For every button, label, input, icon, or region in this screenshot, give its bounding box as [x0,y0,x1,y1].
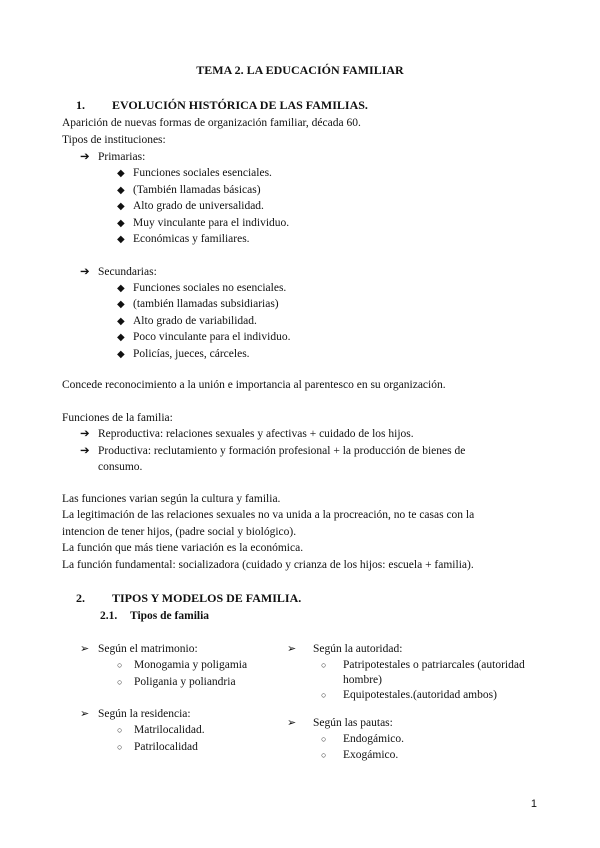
arrow-icon: ➔ [80,428,90,440]
list-item-text: Alto grado de universalidad. [133,200,264,212]
list-item-text: Endogámico. [343,733,404,745]
diamond-bullet-icon: ◆ [117,349,125,360]
subsection-heading [100,608,209,625]
circle-bullet-icon: ○ [117,660,123,670]
list-item-text: Monogamia y poligamia [134,659,248,671]
paragraph: intencion de tener hijos, (padre social y biológico). [62,526,297,538]
circle-bullet-icon: ○ [321,690,327,700]
list-item-continuation: hombre) [343,674,382,686]
list-item [80,641,198,658]
circle-bullet-icon: ○ [321,750,327,760]
section-title: TIPOS Y MODELOS DE FAMILIA. [112,591,302,605]
types-label: Tipos de instituciones: [62,134,166,146]
diamond-bullet-icon: ◆ [117,201,125,212]
list-item-text: (también llamadas subsidiarias) [133,298,279,310]
circle-bullet-icon: ○ [321,734,327,744]
diamond-bullet-icon: ◆ [117,168,125,179]
circle-bullet-icon: ○ [117,725,123,735]
section-number: 1. [76,98,85,112]
circle-bullet-icon: ○ [321,660,327,670]
list-item [117,182,261,200]
list-item [321,731,404,748]
list-item [117,313,257,331]
list-item-text: Económicas y familiares. [133,233,250,245]
list-item-text: Muy vinculante para el individuo. [133,217,290,229]
list-item [80,706,191,723]
list-item-text: Matrilocalidad. [134,724,205,736]
paragraph: La función que más tiene variación es la económica. [62,542,304,554]
diamond-bullet-icon: ◆ [117,283,125,294]
list-item-text: (También llamadas básicas) [133,184,261,196]
list-item-text: Según la residencia: [98,708,191,720]
diamond-bullet-icon: ◆ [117,218,125,229]
list-item-text: Poco vinculante para el individuo. [133,331,291,343]
list-item-continuation: consumo. [98,461,143,473]
diamond-bullet-icon: ◆ [117,332,125,343]
list-item-text: Equipotestales.(autoridad ambos) [343,689,497,701]
list-item [117,198,264,216]
paragraph: Las funciones varian según la cultura y familia. [62,493,281,505]
list-item [117,296,279,314]
list-item [80,443,465,460]
list-item [117,722,205,739]
list-item-text: Policías, jueces, cárceles. [133,348,250,360]
list-item [117,674,236,691]
diamond-bullet-icon: ◆ [117,299,125,310]
funciones-label: Funciones de la familia: [62,412,173,424]
diamond-bullet-icon: ◆ [117,185,125,196]
diamond-bullet-icon: ◆ [117,234,125,245]
list-item-text: Reproductiva: relaciones sexuales y afectivas + cuidado de los hijos. [98,428,414,440]
list-item-text: Exogámico. [343,749,399,761]
list-item [117,739,198,756]
diamond-bullet-icon: ◆ [117,316,125,327]
list-item-text: Funciones sociales no esenciales. [133,282,287,294]
list-item [117,346,250,364]
list-item [117,165,272,183]
page-title: TEMA 2. LA EDUCACIÓN FAMILIAR [196,63,404,77]
list-item-text: Según las pautas: [313,717,393,729]
arrow-icon: ➔ [80,266,90,278]
concede-text: Concede reconocimiento a la unión e importancia al parentesco en su organización. [62,379,446,391]
paragraph: La función fundamental: socializadora (cuidado y crianza de los hijos: escuela + familia). [62,559,474,571]
list-item-text: Funciones sociales esenciales. [133,167,272,179]
circle-bullet-icon: ○ [117,677,123,687]
list-item [80,149,145,166]
chevron-arrow-icon: ➢ [80,643,90,655]
list-item-text: Poligania y poliandria [134,676,236,688]
subsection-title: Tipos de familia [130,610,210,622]
chevron-arrow-icon: ➢ [287,717,297,729]
paragraph: La legitimación de las relaciones sexuales no va unida a la procreación, no te casas con la [62,509,475,521]
list-item [80,426,414,443]
intro-text: Aparición de nuevas formas de organización familiar, década 60. [62,117,361,129]
list-item [117,329,290,347]
section-title: EVOLUCIÓN HISTÓRICA DE LAS FAMILIAS. [112,98,368,112]
list-item [117,280,286,298]
list-item-text: Patripotestales o patriarcales (autoridad [343,659,525,671]
subsection-number: 2.1. [100,610,118,622]
list-item-text: Según la autoridad: [313,643,403,655]
section-2-heading [76,590,301,607]
secundarias-label: Secundarias: [98,266,157,278]
arrow-icon: ➔ [80,445,90,457]
section-1-heading [76,97,368,114]
list-item-text: Patrilocalidad [134,741,198,753]
list-item [321,687,497,704]
arrow-icon: ➔ [80,151,90,163]
section-number: 2. [76,591,85,605]
page-number: 1 [530,798,537,810]
list-item-text: Según el matrimonio: [98,643,198,655]
list-item [117,215,289,233]
chevron-arrow-icon: ➢ [287,643,297,655]
circle-bullet-icon: ○ [117,742,123,752]
list-item [287,641,402,658]
list-item [80,264,157,281]
list-item [287,715,393,732]
list-item [117,231,250,249]
list-item [117,657,247,674]
list-item-text: Productiva: reclutamiento y formación profesional + la producción de bienes de [98,445,466,457]
list-item-text: Alto grado de variabilidad. [133,315,257,327]
chevron-arrow-icon: ➢ [80,708,90,720]
primarias-label: Primarias: [98,151,146,163]
list-item [321,747,398,764]
